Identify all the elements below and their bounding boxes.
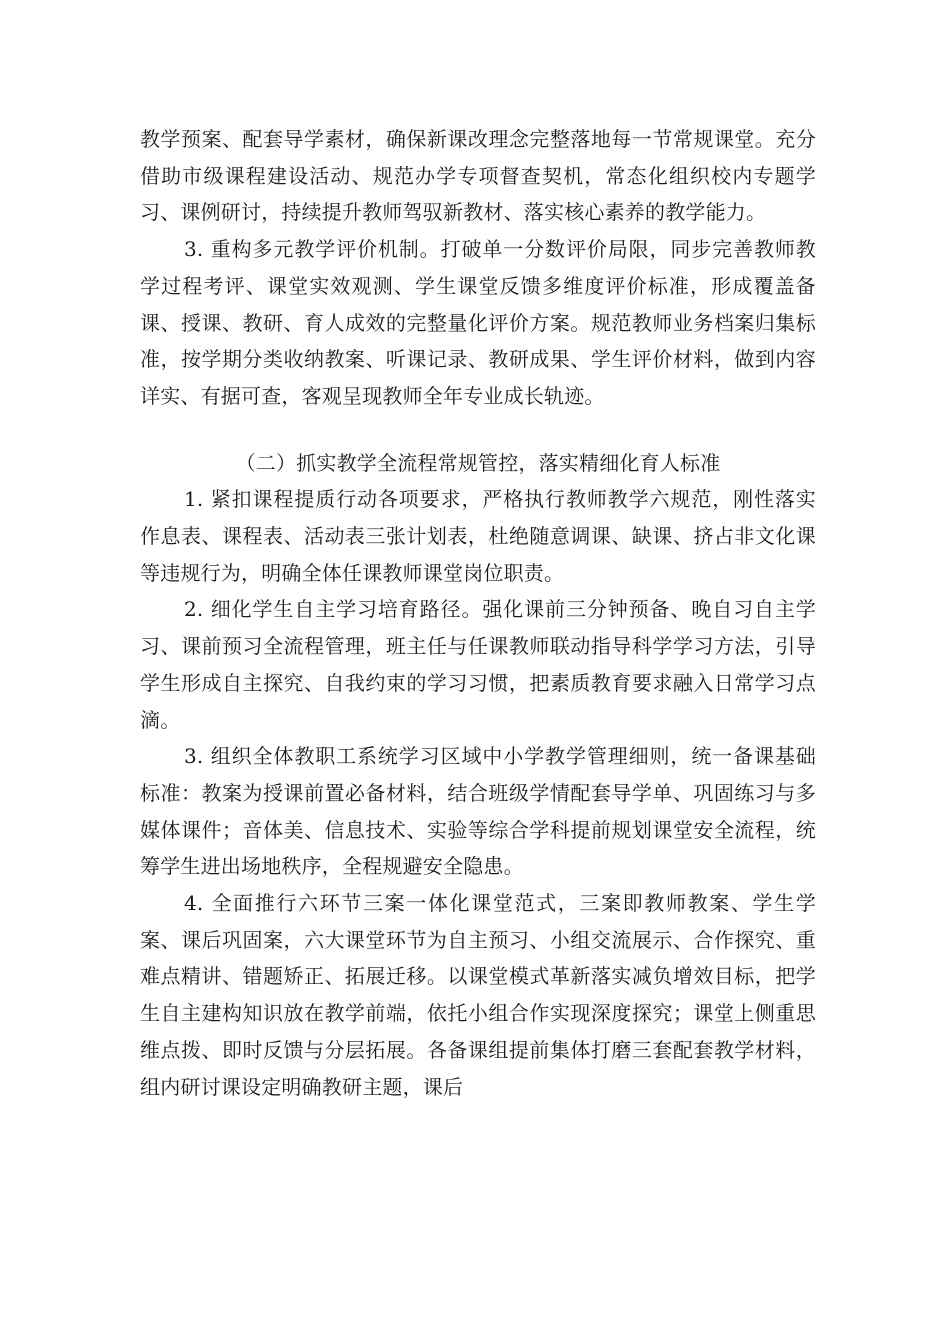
section-item-3: 3. 组织全体教职工系统学习区域中小学教学管理细则，统一备课基础标准：教案为授课前置必备材料，结合班级学情配套导学单、巩固练习与多媒体课件；音体美、信息技术、实验等综合学科提前规划课堂安全流程，统筹学生进出场地秩序，全程规避安全隐患。 (140, 744, 816, 879)
section-item-4: 4. 全面推行六环节三案一体化课堂范式，三案即教师教案、学生学案、课后巩固案，六大课堂环节为自主预习、小组交流展示、合作探究、重难点精讲、错题矫正、拓展迁移。以课堂模式革新落实减负增效目标，把学生自主建构知识放在教学前端，依托小组合作实现深度探究；课堂上侧重思维点拨、即时反馈与分层拓展。各备课组提前集体打磨三套配套教学材料，组内研讨课设定明确教研主题，课后 (140, 891, 816, 1099)
continuation-paragraph: 教学预案、配套导学素材，确保新课改理念完整落地每一节常规课堂。充分借助市级课程建设活动、规范办学专项督查契机，常态化组织校内专题学习、课例研讨，持续提升教师驾驭新教材、落实核心素养的教学能力。 (140, 127, 816, 225)
section-item-1: 1. 紧扣课程提质行动各项要求，严格执行教师教学六规范，刚性落实作息表、课程表、活动表三张计划表，杜绝随意调课、缺课、挤占非文化课等违规行为，明确全体任课教师课堂岗位职责。 (140, 487, 816, 585)
section-heading: （二）抓实教学全流程常规管控，落实精细化育人标准 (235, 450, 721, 475)
document-body (140, 121, 816, 1105)
section-item-2: 2. 细化学生自主学习培育路径。强化课前三分钟预备、晚自习自主学习、课前预习全流程管理，班主任与任课教师联动指导科学学习方法，引导学生形成自主探究、自我约束的学习习惯，把素质教育要求融入日常学习点滴。 (140, 597, 816, 732)
evaluation-mechanism-paragraph: 3. 重构多元教学评价机制。打破单一分数评价局限，同步完善教师教学过程考评、课堂实效观测、学生课堂反馈多维度评价标准，形成覆盖备课、授课、教研、育人成效的完整量化评价方案。规范教师业务档案归集标准，按学期分类收纳教案、听课记录、教研成果、学生评价材料，做到内容详实、有据可查，客观呈现教师全年专业成长轨迹。 (140, 237, 816, 408)
